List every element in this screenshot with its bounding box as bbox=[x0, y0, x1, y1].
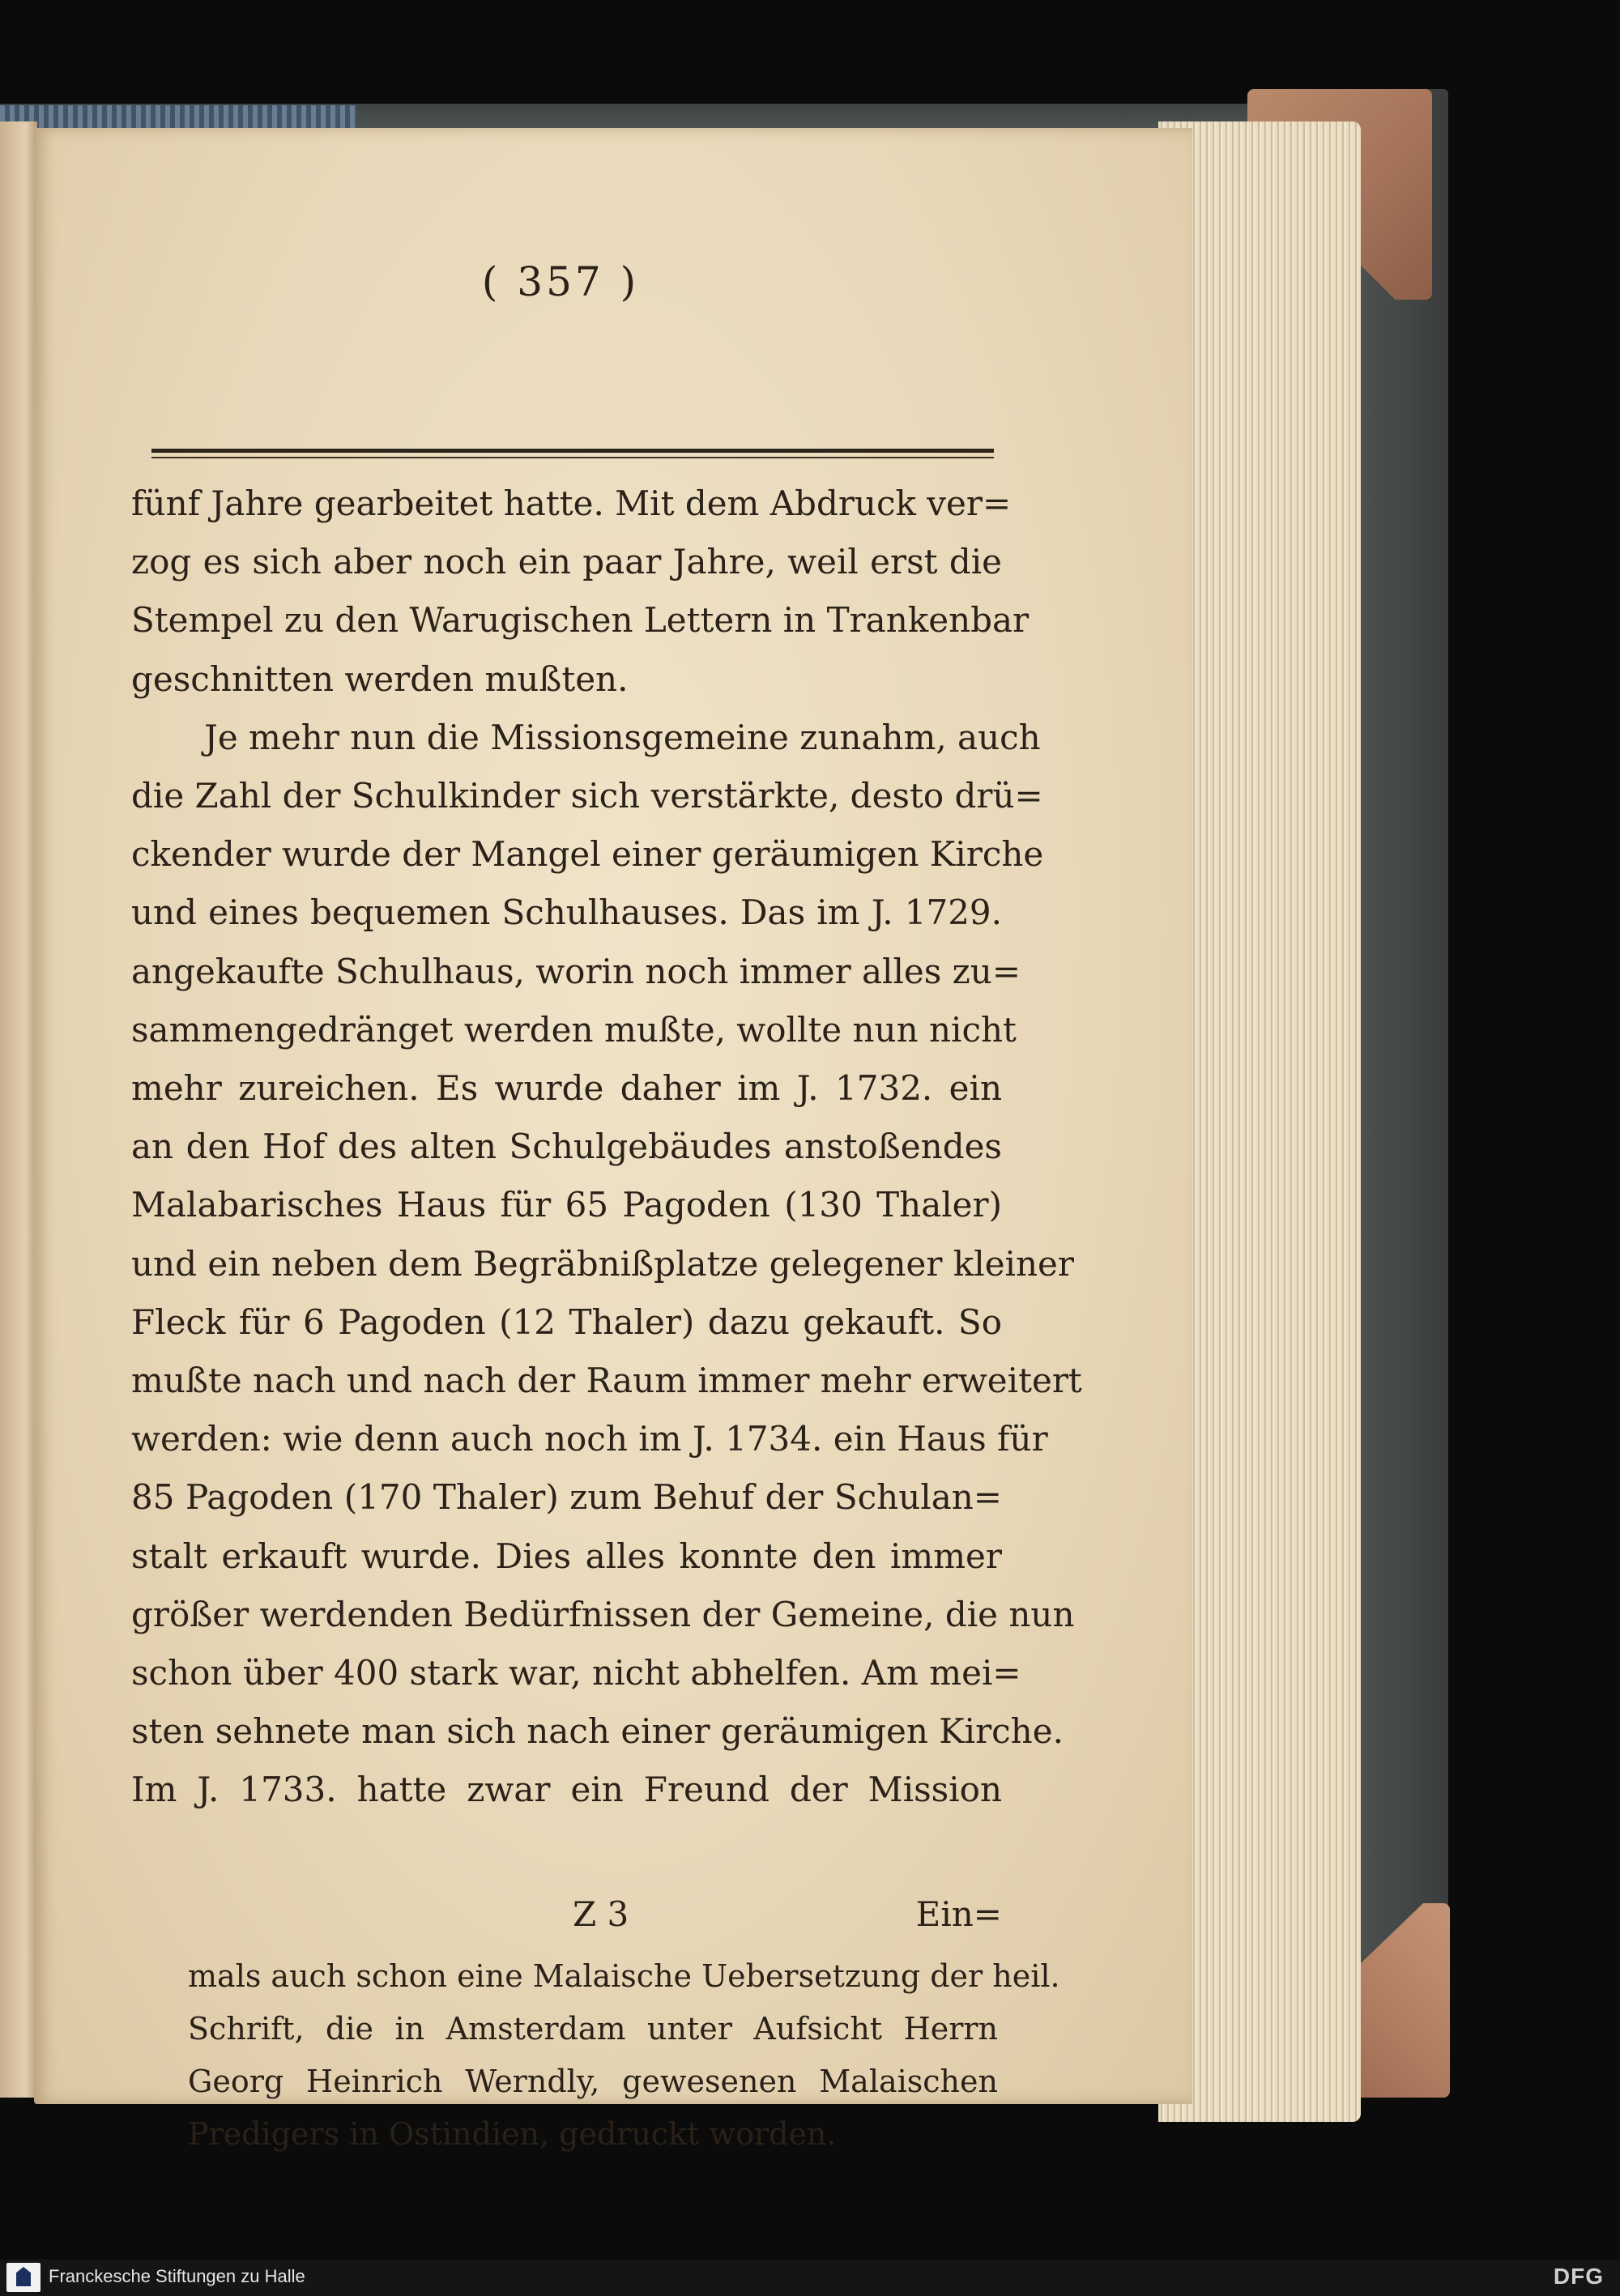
header-rule bbox=[151, 449, 994, 462]
institution-logo-icon bbox=[6, 2263, 40, 2292]
book-page bbox=[34, 128, 1192, 2152]
text-line: sammengedränget werden mußte, wollte nun nicht bbox=[131, 1009, 1017, 1050]
footnote-line: Predigers in Ostindien, gedruckt worden. bbox=[188, 2116, 837, 2152]
text-line: 85 Pagoden (170 Thaler) zum Behuf der Schulan= bbox=[131, 1477, 1002, 1518]
signature-mark: Z 3 bbox=[573, 1894, 629, 1934]
body-text bbox=[131, 475, 1082, 1820]
text-line: geschnitten werden mußten. bbox=[131, 658, 629, 699]
text-line: Stempel zu den Warugischen Lettern in Trankenbar bbox=[131, 600, 1030, 641]
page-number: ( 357 ) bbox=[481, 258, 640, 305]
text-line: schon über 400 stark war, nicht abhelfen. Am mei= bbox=[131, 1653, 1021, 1693]
footnote-line: Georg Heinrich Werndly, gewesenen Malaischen bbox=[188, 2064, 998, 2099]
text-line: ckender wurde der Mangel einer geräumigen Kirche bbox=[131, 834, 1044, 875]
footnote bbox=[188, 1950, 1060, 2161]
text-line: Malabarisches Haus für 65 Pagoden (130 Thaler) bbox=[131, 1185, 1002, 1225]
text-line: zog es sich aber noch ein paar Jahre, weil erst die bbox=[131, 542, 1002, 582]
text-line: werden: wie denn auch noch im J. 1734. ein Haus für bbox=[131, 1419, 1048, 1459]
footnote-line: Schrift, die in Amsterdam unter Aufsicht Herrn bbox=[188, 2011, 998, 2047]
text-line: und eines bequemen Schulhauses. Das im J. 1729. bbox=[131, 892, 1002, 933]
catchword: Ein= bbox=[915, 1894, 1002, 1934]
signature-line bbox=[131, 1885, 1002, 1944]
text-line: sten sehnete man sich nach einer geräumigen Kirche. bbox=[131, 1711, 1064, 1752]
text-line: fünf Jahre gearbeitet hatte. Mit dem Abdruck ver= bbox=[131, 483, 1012, 523]
text-line: und ein neben dem Begräbnißplatze gelegener kleiner bbox=[131, 1243, 1074, 1284]
footnote-line: mals auch schon eine Malaische Uebersetzung der heil. bbox=[188, 1958, 1060, 1994]
text-line: mehr zureichen. Es wurde daher im J. 1732. ein bbox=[131, 1068, 1002, 1109]
text-line: an den Hof des alten Schulgebäudes anstoßendes bbox=[131, 1127, 1002, 1167]
dfg-logo: DFG bbox=[1553, 2264, 1604, 2289]
text-line: angekaufte Schulhaus, worin noch immer alles zu= bbox=[131, 951, 1021, 991]
text-line: die Zahl der Schulkinder sich verstärkte, desto drü= bbox=[131, 776, 1043, 816]
text-line: stalt erkauft wurde. Dies alles konnte den immer bbox=[131, 1536, 1002, 1576]
text-line: Fleck für 6 Pagoden (12 Thaler) dazu gekauft. So bbox=[131, 1301, 1002, 1342]
text-line: größer werdenden Bedürfnissen der Gemeine, die nun bbox=[131, 1594, 1075, 1634]
left-page-edge bbox=[0, 121, 37, 2098]
text-line: Im J. 1733. hatte zwar ein Freund der Mission bbox=[131, 1770, 1002, 1810]
institution-name: Franckesche Stiftungen zu Halle bbox=[49, 2266, 305, 2286]
footer-bar bbox=[0, 2260, 1620, 2296]
text-line: Je mehr nun die Missionsgemeine zunahm, auch bbox=[204, 717, 1041, 757]
text-line: mußte nach und nach der Raum immer mehr erweitert bbox=[131, 1361, 1082, 1401]
